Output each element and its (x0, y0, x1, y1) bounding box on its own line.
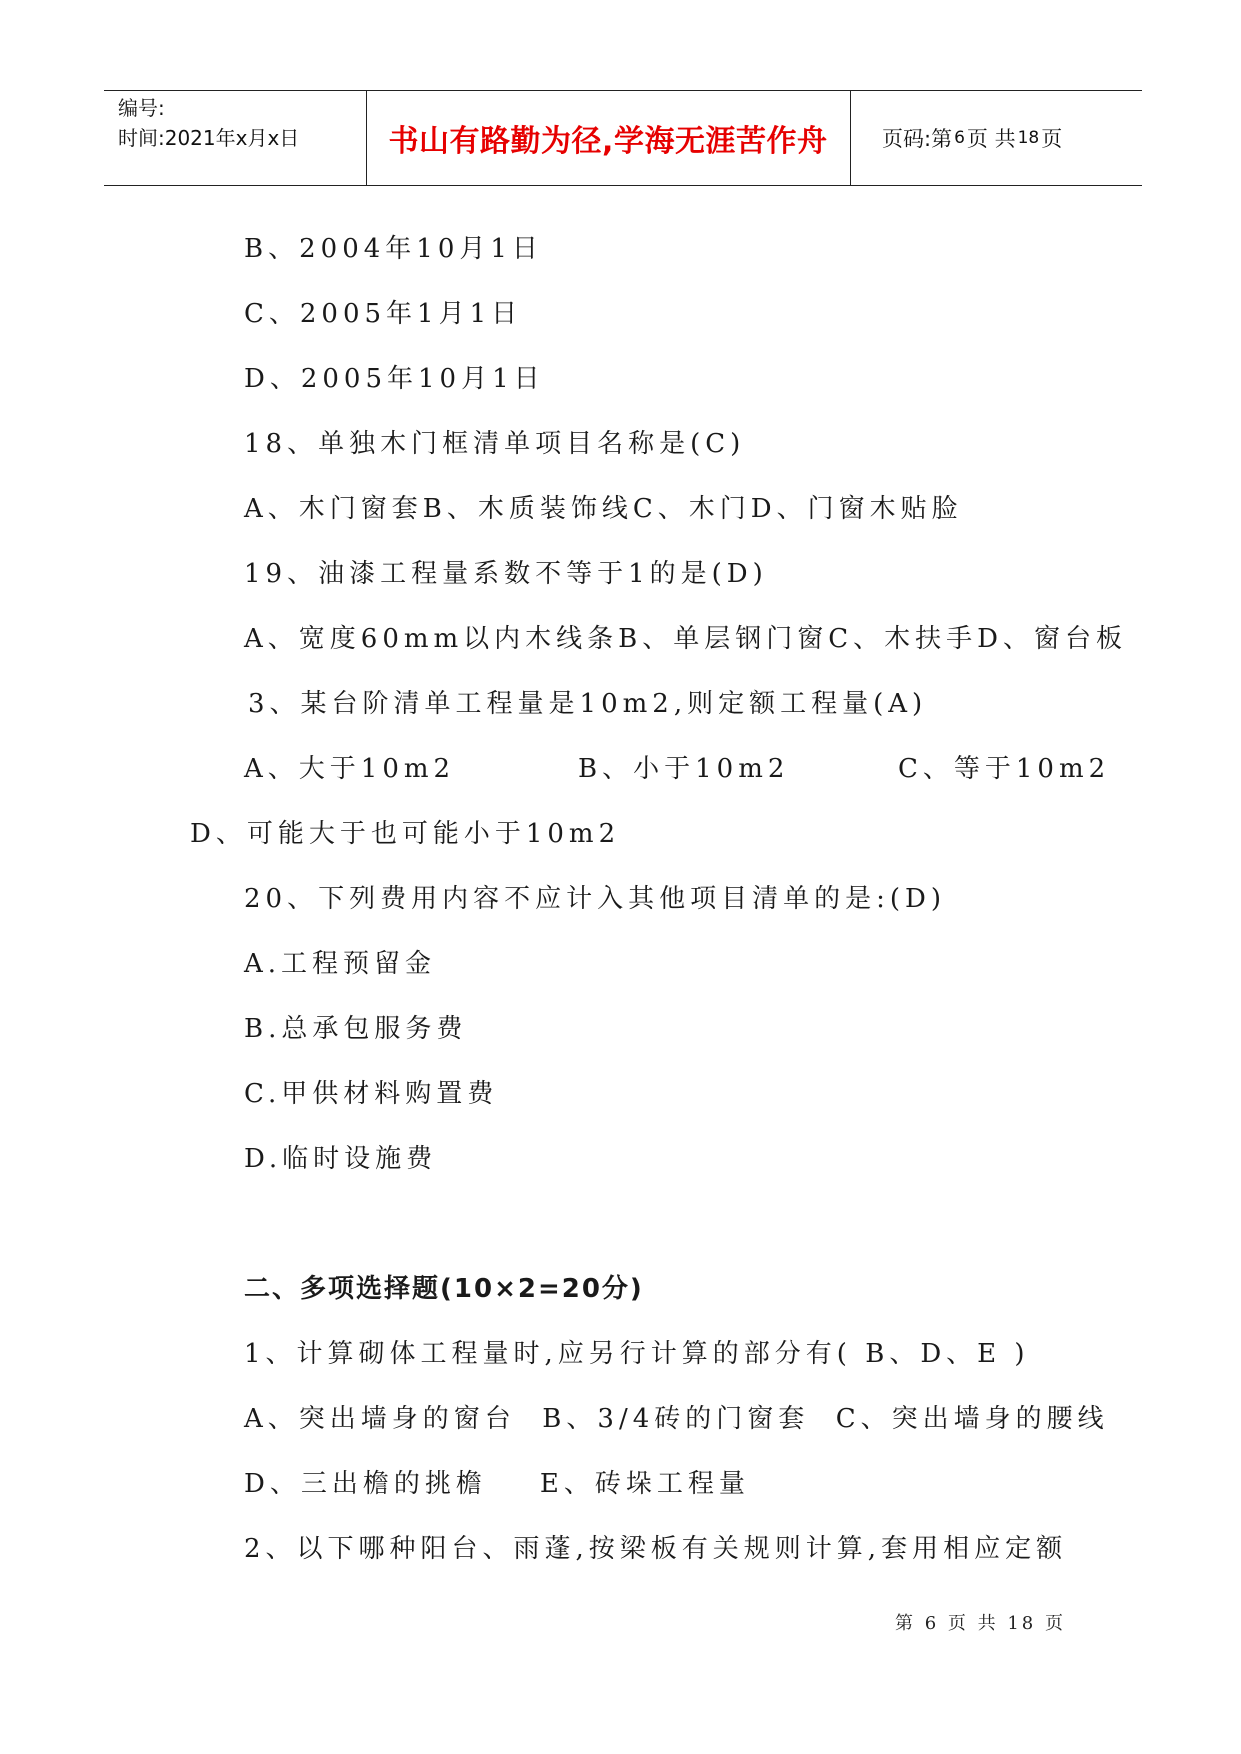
option-line: D、三出檐的挑檐 E、砖垛工程量 (244, 1469, 750, 1499)
option-line: D、2005年10月1日 (244, 364, 545, 394)
option-line: A.工程预留金 (244, 949, 437, 979)
option-c: C、等于10m2 (898, 754, 1111, 784)
time-label: 时间:2021年x月x日 (118, 126, 300, 150)
header-divider (850, 91, 851, 185)
header-page-info: 页码:第 6 页 共 18 页 (882, 127, 1063, 151)
header-meta (118, 93, 299, 153)
question-line: 1、计算砌体工程量时,应另行计算的部分有( B、D、E ) (244, 1339, 1030, 1369)
header-motto: 书山有路勤为径,学海无涯苦作舟 (388, 124, 828, 159)
option-b: B、小于10m2 (578, 754, 790, 784)
question-line: 19、油漆工程量系数不等于1的是(D) (244, 559, 768, 589)
number-label: 编号: (118, 96, 165, 120)
question-line: 20、下列费用内容不应计入其他项目清单的是:(D) (244, 884, 946, 914)
option-line: B.总承包服务费 (244, 1014, 468, 1044)
option-line: C、2005年1月1日 (244, 299, 523, 329)
option-line: A、宽度60mm以内木线条B、单层钢门窗C、木扶手D、窗台板 (244, 624, 1128, 654)
section-heading: 二、多项选择题(10×2=20分) (244, 1274, 644, 1304)
option-line: B、2004年10月1日 (244, 234, 543, 264)
option-line: D.临时设施费 (244, 1144, 438, 1174)
page-footer: 第 6 页 共 18 页 (895, 1613, 1066, 1634)
question-line: 3、某台阶清单工程量是10m2,则定额工程量(A) (248, 689, 928, 719)
question-line: 18、单独木门框清单项目名称是(C) (244, 429, 746, 459)
option-line: A、木门窗套B、木质装饰线C、木门D、门窗木贴脸 (244, 494, 963, 524)
question-line: 2、以下哪种阳台、雨蓬,按梁板有关规则计算,套用相应定额 (244, 1534, 1068, 1564)
page-header (104, 90, 1142, 186)
option-line: A、突出墙身的窗台 B、3/4砖的门窗套 C、突出墙身的腰线 (244, 1404, 1109, 1434)
option-d: D、可能大于也可能小于10m2 (190, 819, 621, 849)
option-a: A、大于10m2 (244, 754, 456, 784)
option-line: C.甲供材料购置费 (244, 1079, 499, 1109)
